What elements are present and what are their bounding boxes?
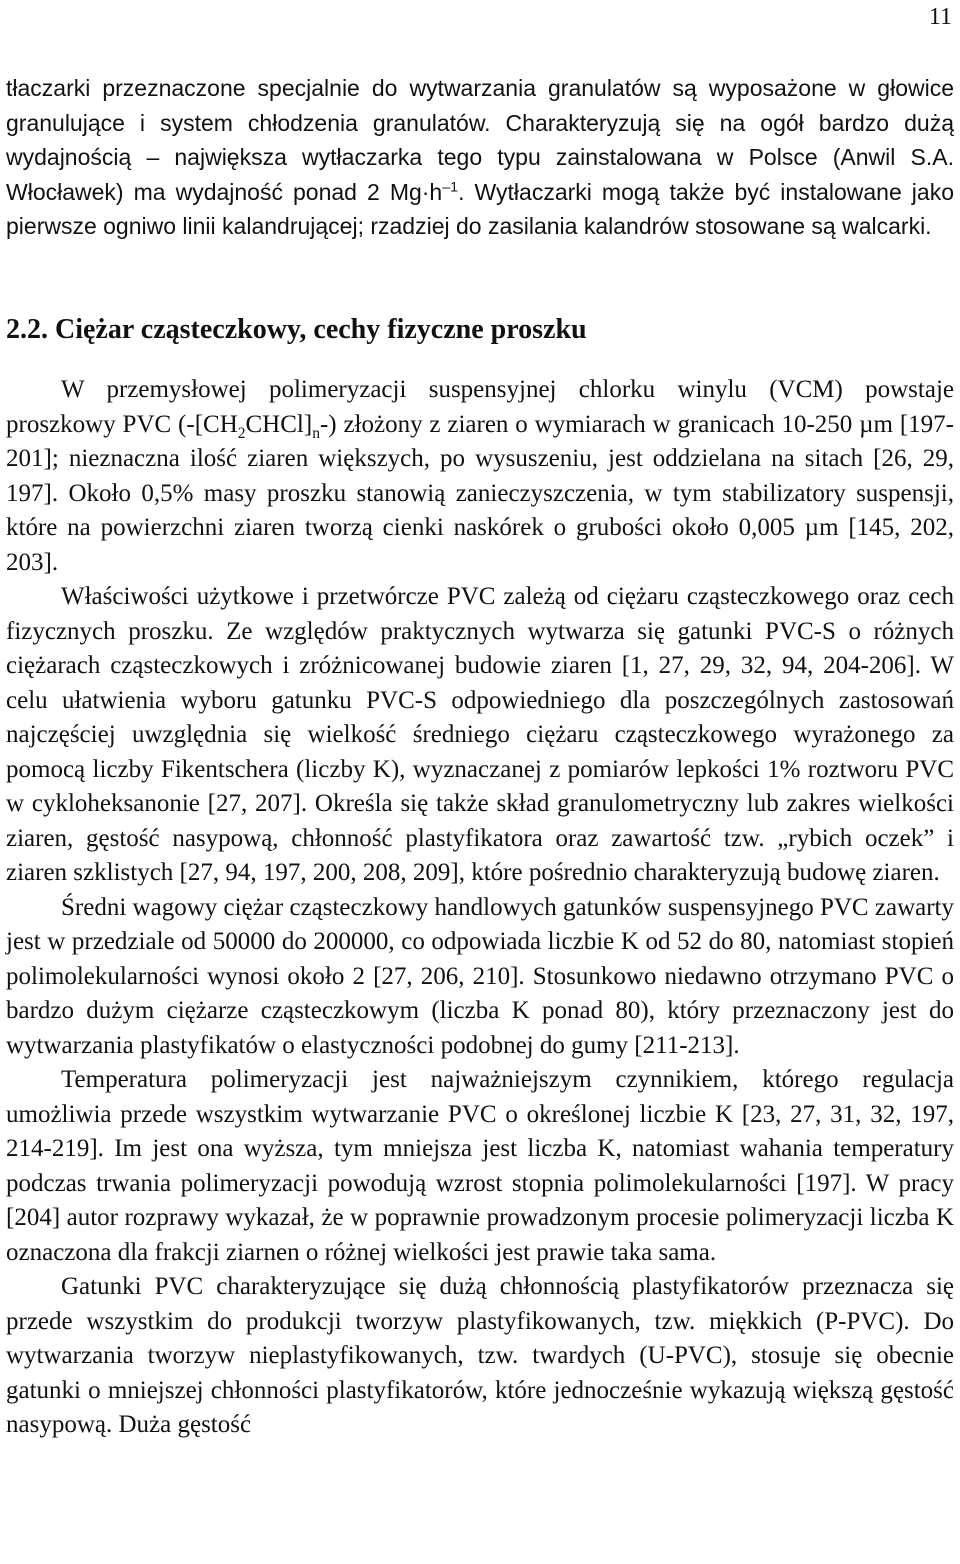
paragraph-1: [6, 373, 954, 580]
page-number: 11: [928, 4, 952, 30]
paragraph-2: Właściwości użytkowe i przetwórcze PVC zależą od ciężaru cząsteczkowego oraz cech fizycznych proszku. Ze względów praktycznych wytwarza się gatunki PVC-S o różnych ciężarach cząsteczkowych i zróżnicowanej budowie ziaren [1, 27, 29, 32, 94, 204-206]. W celu ułatwienia wyboru gatunku PVC-S odpowiedniego dla poszczególnych zastosowań najczęściej uwzględnia się wielkość średniego ciężaru cząsteczkowego wyrażonego za pomocą liczby Fikentschera (liczby K), wyznaczanej z pomiarów lepkości 1% roztworu PVC w cykloheksanonie [27, 207]. Określa się także skład granulometryczny lub zakres wielkości ziaren, gęstość nasypową, chłonność plastyfikatora oraz zawartość tzw. „rybich oczek” i ziaren szklistych [27, 94, 197, 200, 208, 209], które pośrednio charakteryzują budowę ziaren.: [6, 583, 954, 886]
paragraph-1-part1: W przemysłowej polimeryzacji suspensyjnej chlorku winylu (VCM) powstaje proszkowy PVC (-[CH: [6, 376, 954, 438]
section-heading: 2.2. Ciężar cząsteczkowy, cechy fizyczne proszku: [6, 314, 587, 345]
intro-text: [6, 71, 954, 244]
paragraph-1-part3: -) złożony z ziaren o wymiarach w granicach 10-250 µm [197-201]; nieznaczna ilość ziaren większych, po wysuszeniu, jest oddzielana na sitach [26, 29, 197]. Około 0,5% masy proszku stanowią zanieczyszczenia, w tym stabilizatory suspensji, które na powierzchni ziaren tworzą cienki naskórek o grubości około 0,005 µm [145, 202, 203].: [6, 410, 954, 576]
paragraph-3: Średni wagowy ciężar cząsteczkowy handlowych gatunków suspensyjnego PVC zawarty jest w przedziale od 50000 do 200000, co odpowiada liczbie K od 52 do 80, natomiast stopień polimolekularności wynosi około 2 [27, 206, 210]. Stosunkowo niedawno otrzymano PVC o bardzo dużym ciężarze cząsteczkowym (liczba K ponad 80), który przeznaczony jest do wytwarzania plastyfikatów o elastyczności podobnej do gumy [211-213].: [6, 893, 954, 1059]
intro-paragraph: [6, 71, 954, 244]
paragraph-4: Temperatura polimeryzacji jest najważniejszym czynnikiem, którego regulacja umożliwia przede wszystkim wytwarzanie PVC o określonej liczbie K [23, 27, 31, 32, 197, 214-219]. Im jest ona wyższa, tym mniejsza jest liczba K, natomiast wahania temperatury podczas trwania polimeryzacji powodują wzrost stopnia polimolekularności [197]. W pracy [204] autor rozprawy wykazał, że w poprawnie prowadzonym procesie polimeryzacji liczba K oznaczona dla frakcji ziarnen o różnej wielkości jest prawie taka sama.: [6, 1066, 954, 1266]
section-body: [6, 373, 954, 1443]
paragraph-1-sub-2: 2: [237, 424, 246, 442]
intro-text-part1: tłaczarki przeznaczone specjalnie do wytwarzania granulatów są wyposażone w głowice granulujące i system chłodzenia granulatów. Charakteryzują się na ogół bardzo dużą wydajnością – największa wytłaczarka tego typu zainstalowana w Polsce (Anwil S.A. Włocławek) ma wydajność ponad 2 Mg·h: [6, 75, 954, 205]
paragraph-1-sub-n: n: [312, 424, 320, 442]
paragraph-1-part2: CHCl]: [245, 410, 313, 438]
paragraph-5: Gatunki PVC charakteryzujące się dużą chłonnością plastyfikatorów przeznacza się przede wszystkim do produkcji tworzyw plastyfikowanych, tzw. miękkich (P-PVC). Do wytwarzania tworzyw nieplastyfikowanych, tzw. twardych (U-PVC), stosuje się obecnie gatunki o mniejszej chłonności plastyfikatorów, które jednocześnie wykazują większą gęstość nasypową. Duża gęstość: [6, 1273, 954, 1438]
intro-text-part2: . Wytłaczarki mogą także być instalowane jako pierwsze ogniwo linii kalandrującej; rzadziej do zasilania kalandrów stosowane są walcarki.: [6, 178, 954, 239]
intro-text-exponent: –1: [442, 178, 459, 195]
